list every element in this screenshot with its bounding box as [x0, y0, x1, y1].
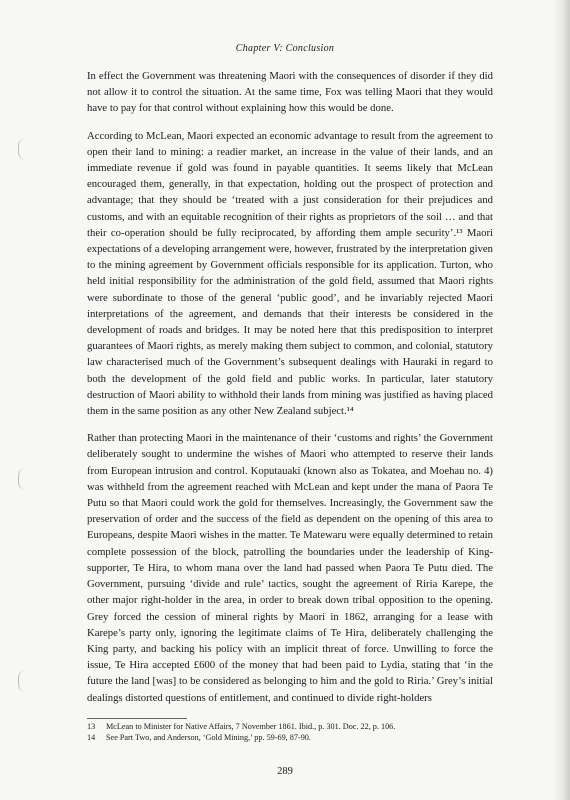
margin-bracket-mark [18, 670, 27, 692]
footnote-number: 14 [87, 732, 96, 742]
footnote-rule [87, 718, 187, 719]
footnote [87, 733, 493, 744]
footnote-text: McLean to Minister for Native Affairs, 7 November 1861. Ibid., p. 301. Doc. 22, p. 106. [106, 722, 396, 731]
page-edge-shadow [552, 0, 570, 800]
margin-bracket-mark [18, 468, 27, 490]
paragraph: Rather than protecting Maori in the maintenance of their ‘customs and rights’ the Government deliberately sought to undermine the wishes of Maori who attempted to reserve their lands from European intrusion and control. Koputauaki (known also as Tokatea, and Moehau no. 4) was withheld from the agreement reached with McLean and kept under the mana of Paora Te Putu so that Maori could work the gold for themselves. Increasingly, the Government saw the preservation of order and the success of the field as dependent on the opening of this area to Europeans, despite Maori wishes in the matter. Te Matewaru were equally determined to retain complete possession of the block, patrolling the boundaries under the leadership of King-supporter, Te Hira, to whom mana over the land had passed when Paora Te Putu died. The Government, pursuing ‘divide and rule’ tactics, sought the agreement of Riria Karepe, the other major right-holder in the area, in order to break down tribal opposition to the opening. Grey forced the cession of mineral rights by Maori in 1862, arranging for a lease with Karepe’s party only, ignoring the legitimate claims of Te Hira, deliberately challenging the King party, and backing his policy with an implicit threat of force. Unwilling to force the issue, Te Hira accepted £600 of the money that had been paid to Lydia, stating that ‘in the future the land [was] to be considered as belonging to him and the gold to Riria.’ Grey’s initial dealings distorted questions of entitlement, and continued to divide right-holders [87, 432, 493, 704]
body-text [87, 68, 493, 717]
page-number: 289 [277, 766, 293, 777]
paragraph: In effect the Government was threatening Maori with the consequences of disorder if they did not allow it to control the situation. At the same time, Fox was telling Maori that they would have to pay for that control without explaining how this would be done. [87, 70, 493, 115]
footnote-number: 13 [87, 722, 96, 731]
paragraph: According to McLean, Maori expected an economic advantage to result from the agreement to open their land to mining: a readier market, an increase in the value of their lands, and an immediate revenue if gold was found in payable quantities. It seems likely that McLean encouraged them, generally, in that expectation, holding out the prospect of protection and advantage; that they should be ‘treated with a just consideration for their prejudices and customs, and with an equitable recognition of their rights as proprietors of the soil … and that their co-operation should be fully reciprocated, by affording them ample security’.¹³ Maori expectations of a developing arrangement were, however, frustrated by the interpretation given to the mining agreement by Government officials responsible for its application. Turton, who held initial responsibility for the administration of the gold field, assumed that Maori rights were subordinate to those of the general ‘public good’, and he invariably rejected Maori interpretations of the agreement, and demands that their interests be considered in the development of roads and bridges. It may be noted here that this predisposition to interpret guarantees of Maori rights, as merely making them subject to common, and colonial, statutory law characterised much of the Government’s subsequent dealings with Hauraki in regard to both the development of the gold field and public works. In particular, later statutory destruction of Maori ability to withhold their lands from mining was justified as having placed them in the same position as any other New Zealand subject.¹⁴ [87, 129, 493, 418]
footnote [87, 722, 493, 733]
margin-bracket-mark [18, 138, 27, 160]
footnotes [87, 718, 493, 743]
running-head: Chapter V: Conclusion [235, 43, 335, 54]
footnote-text: See Part Two, and Anderson, ‘Gold Mining,’ pp. 59-69, 87-90. [106, 732, 311, 742]
